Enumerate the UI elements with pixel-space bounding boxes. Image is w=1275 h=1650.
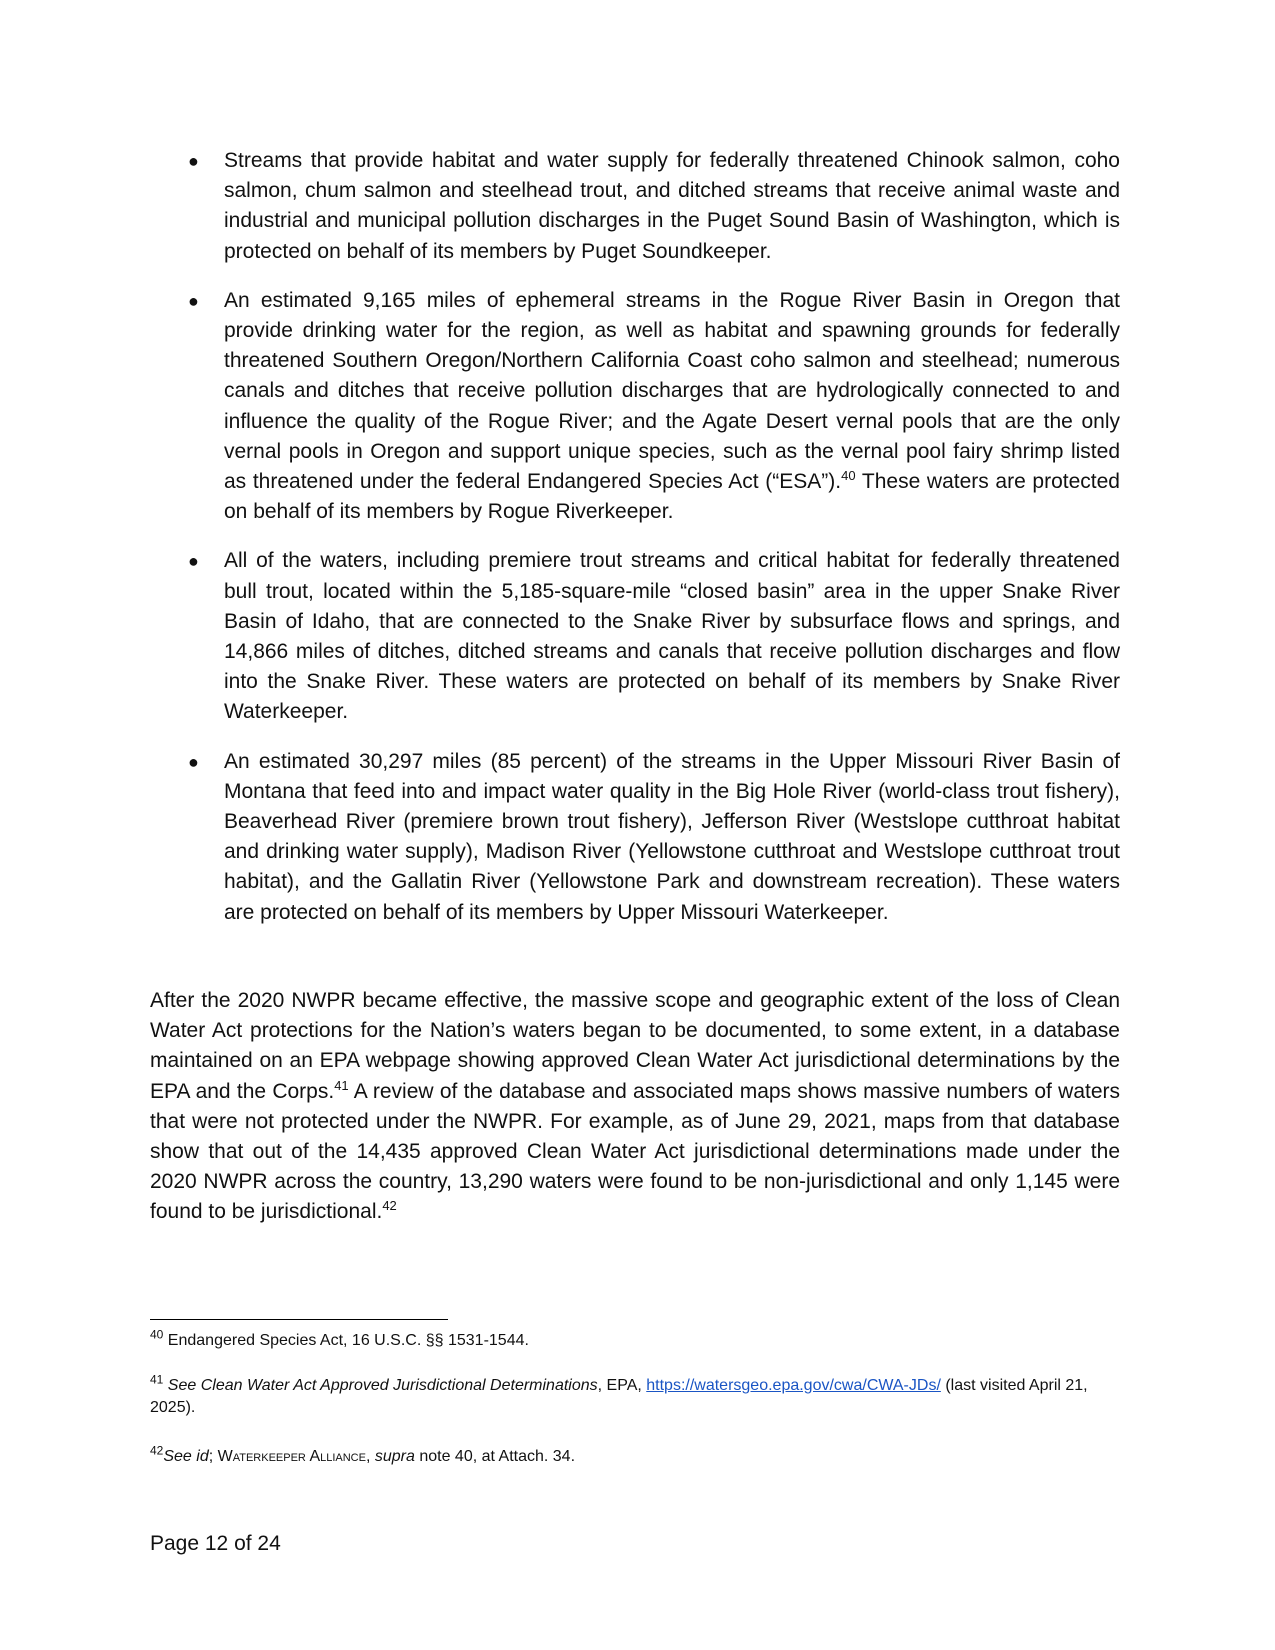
bullet-text: An estimated 9,165 miles of ephemeral streams in the Rogue River Basin in Oregon that provide drinking water for the region, as well as habitat and spawning grounds for federally threatened Southern Oregon/Northern California Coast coho salmon and steelhead; numerous canals and ditches that receive pollution discharges that are hydrologically connected to and influence the quality of the Rogue River; and the Agate Desert vernal pools that are the only vernal pools in Oregon and support unique species, such as the vernal pool fairy shrimp listed as threatened under the federal Endangered Species Act (“ESA”). <box>224 288 1120 494</box>
paragraph-text-continued: A review of the database and associated maps shows massive numbers of waters that were not protected under the NWPR. For example, as of June 29, 2021, maps from that database show that out of the 14,435 approved Clean Water Act jurisdictional determinations made under the 2020 NWPR across the country, 13,290 waters were found to be non-jurisdictional and only 1,145 were found to be jurisdictional. <box>150 1079 1120 1224</box>
bullet-item-rogue-river <box>150 286 1120 528</box>
bullet-text: All of the waters, including premiere trout streams and critical habitat for federally threatened bull trout, located within the 5,185-square-mile “closed basin” area in the upper Snake River Basin of Idaho, that are connected to the Snake River by subsurface flows and springs, and 14,866 miles of ditches, ditched streams and canals that receive pollution discharges and flow into the Snake River. These waters are protected on behalf of its members by Snake River Waterkeeper. <box>224 549 1120 724</box>
footnote-text-tail: (last visited April 21, 2025). <box>150 1377 1088 1416</box>
paragraph-text: After the 2020 NWPR became effective, the massive scope and geographic extent of the loss of Clean Water Act protections for the Nation’s waters began to be documented, to some extent, in a database maintained on an EPA webpage showing approved Clean Water Act jurisdictional determinations by the EPA and the Corps. <box>150 989 1120 1103</box>
bullet-item-snake-river <box>150 546 1120 727</box>
bullet-text: Streams that provide habitat and water supply for federally threatened Chinook salmon, coho salmon, chum salmon and steelhead trout, and ditched streams that receive animal waste and industrial and municipal pollution discharges in the Puget Sound Basin of Washington, which is protected on behalf of its members by Puget Soundkeeper. <box>224 149 1120 263</box>
footnote-number: 42 <box>150 1443 164 1458</box>
footnote-text: Endangered Species Act, 16 U.S.C. §§ 1531-1544. <box>163 1332 529 1349</box>
footnote-supra: supra <box>374 1448 415 1465</box>
footnote-citation-title: See Clean Water Act Approved Jurisdictional Determinations <box>163 1377 598 1394</box>
bullet-marker: ● <box>188 751 199 772</box>
epa-jd-link[interactable]: https://watersgeo.epa.gov/cwa/CWA-JDs/ <box>646 1377 941 1394</box>
bullet-text-continued: These waters are protected on behalf of its members by Rogue Riverkeeper. <box>224 470 1120 524</box>
bullet-marker: ● <box>188 151 199 171</box>
footnote-42 <box>150 1443 1120 1468</box>
bullet-list <box>150 146 1120 947</box>
footnote-separator-text: ; <box>208 1448 218 1465</box>
page-number: Page 12 of 24 <box>150 1532 281 1555</box>
bullet-item-upper-missouri <box>150 747 1120 928</box>
footnote-number: 41 <box>150 1372 164 1387</box>
bullet-item-puget-sound <box>150 146 1120 267</box>
footnote-41 <box>150 1372 1120 1419</box>
footnote-ref-40[interactable]: 40 <box>841 468 856 484</box>
bullet-marker: ● <box>188 290 199 311</box>
footnote-org-name: Waterkeeper Alliance <box>217 1448 366 1465</box>
footnote-separator <box>150 1319 448 1320</box>
footnote-ref-42[interactable]: 42 <box>382 1198 397 1214</box>
footnote-text-tail: note 40, at Attach. 34. <box>414 1448 576 1465</box>
footnote-ref-41[interactable]: 41 <box>334 1077 349 1093</box>
footnote-comma: , <box>365 1448 375 1465</box>
body-paragraph <box>150 986 1120 1228</box>
bullet-marker: ● <box>188 551 199 572</box>
footnote-text: , EPA, <box>597 1377 647 1394</box>
footnote-40 <box>150 1327 1120 1352</box>
footnote-number: 40 <box>150 1327 164 1342</box>
bullet-text: An estimated 30,297 miles (85 percent) of the streams in the Upper Missouri River Basin of Montana that feed into and impact water quality in the Big Hole River (world-class trout fishery), Beaverhead River (premiere brown trout fishery), Jefferson River (Westslope cutthroat habitat and drinking water supply), Madison River (Yellowstone cutthroat and Westslope cutthroat trout habitat), and the Gallatin River (Yellowstone Park and downstream recreation). These waters are protected on behalf of its members by Upper Missouri Waterkeeper. <box>224 749 1120 924</box>
footnote-see-id: See id <box>163 1448 209 1465</box>
